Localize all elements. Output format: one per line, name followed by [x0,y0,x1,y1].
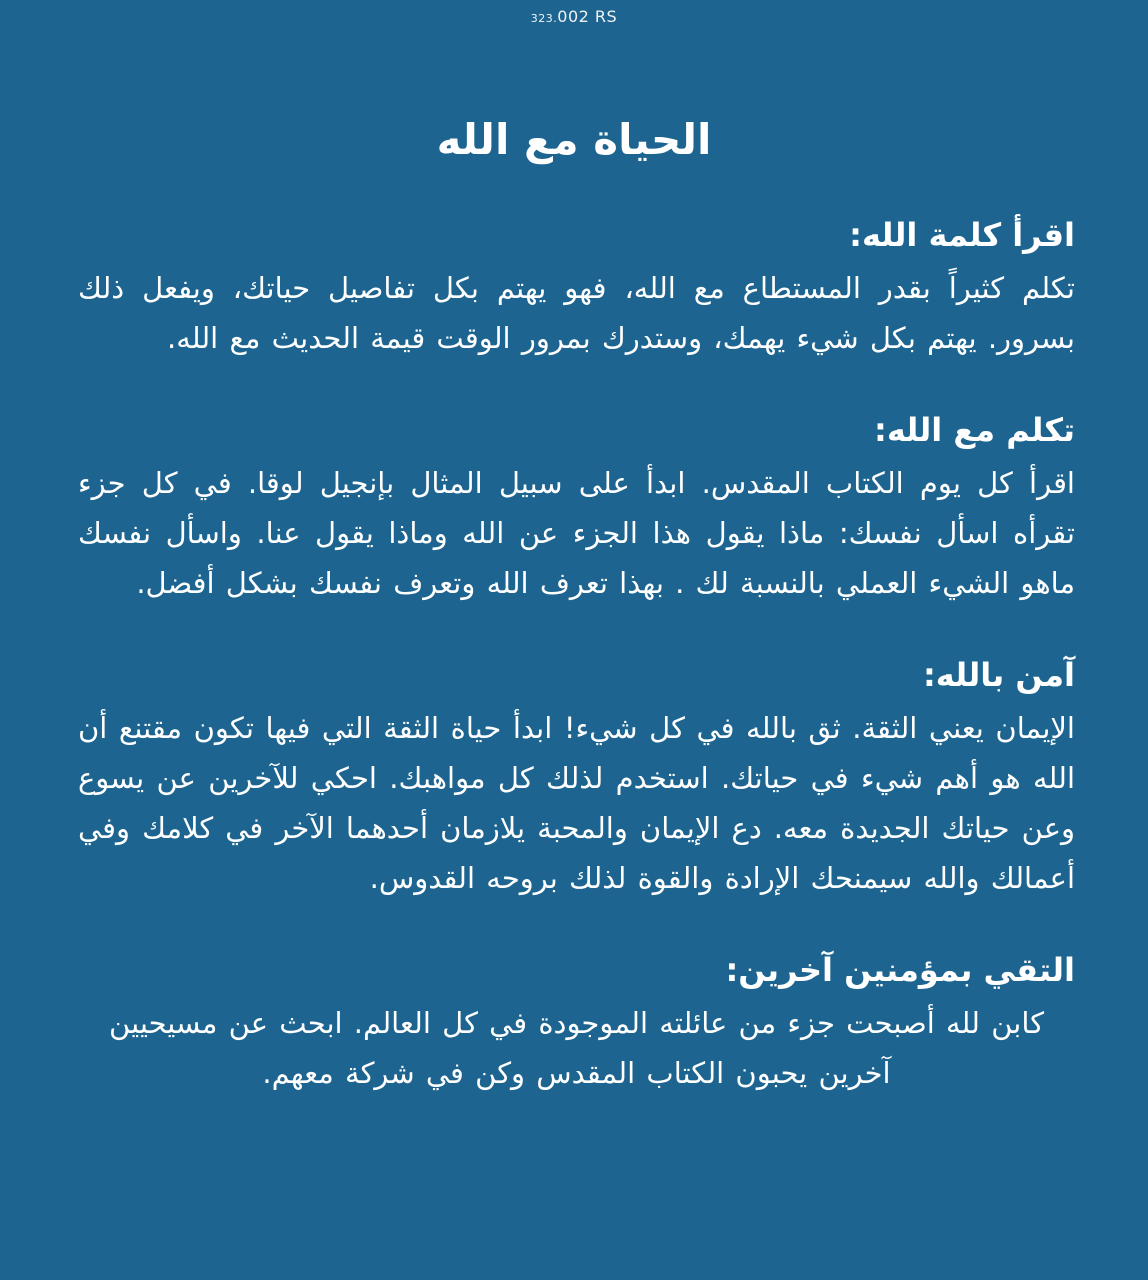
reference-code-main: 002 RS [557,7,618,26]
document-reference-code [0,0,1148,26]
section-paragraph: الإيمان يعني الثقة. ثق بالله في كل شيء! ابدأ حياة الثقة التي فيها تكون مقتنع أن الله هو أهم شيء في حياتك. استخدم لذلك كل مواهبك. احكي للآخرين عن يسوع وعن حياتك الجديدة معه. دع الإيمان والمحبة يلازمان أحدهما الآخر في كلامك وفي أعمالك والله سيمنحك الإرادة والقوة لذلك بروحه القدوس. [78,711,1075,895]
page-title: الحياة مع الله [436,115,712,164]
section-heading: التقي بمؤمنين آخرين: [725,951,1075,989]
section-paragraph: اقرأ كل يوم الكتاب المقدس. ابدأ على سبيل المثال بإنجيل لوقا. في كل جزء تقرأه اسأل نفسك: ماذا يقول هذا الجزء عن الله وماذا يقول عنا. واسأل نفسك ماهو الشيء العملي بالنسبة لك . بهذا تعرف الله وتعرف نفسك بشكل أفضل. [78,466,1075,600]
reference-code-prefix: 323. [530,12,558,25]
document-section [78,214,1075,363]
section-heading: اقرأ كلمة الله: [849,216,1075,254]
document-section [78,654,1075,903]
section-paragraph: تكلم كثيراً بقدر المستطاع مع الله، فهو يهتم بكل تفاصيل حياتك، ويفعل ذلك بسرور. يهتم بكل شيء يهمك، وستدرك بمرور الوقت قيمة الحديث مع الله. [78,271,1075,355]
document-section [78,409,1075,608]
section-heading: تكلم مع الله: [874,411,1075,449]
section-paragraph: كابن لله أصبحت جزء من عائلته الموجودة في كل العالم. ابحث عن مسيحيين آخرين يحبون الكتاب المقدس وكن في شركة معهم. [109,1006,1044,1090]
section-heading: آمن بالله: [922,656,1075,694]
document-section [78,949,1075,1098]
document-content [78,214,1075,1098]
